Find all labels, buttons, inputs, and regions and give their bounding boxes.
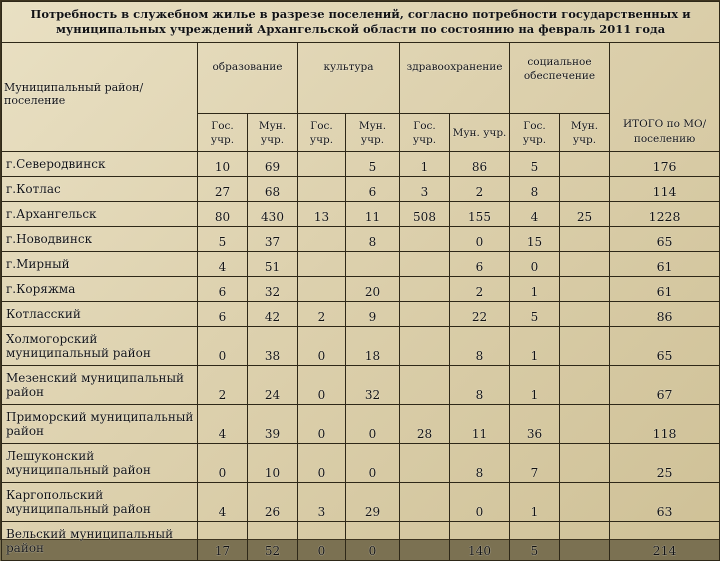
cell-health-mun: 140 [450,522,510,561]
cell-edu-gos: 4 [198,405,248,444]
row-municipality-name: Лешуконский муниципальный район [2,444,198,483]
row-municipality-name: г.Котлас [2,177,198,202]
cell-soc-mun [560,252,610,277]
cell-cul-mun: 18 [346,327,400,366]
soc-gos-header: Гос. учр. [510,114,560,152]
cell-soc-mun: 25 [560,202,610,227]
cell-soc-mun [560,152,610,177]
cell-cul-mun [346,252,400,277]
row-municipality-name: Вельский муниципальный район [2,522,198,561]
cell-health-mun: 8 [450,444,510,483]
cell-cul-gos: 3 [298,483,346,522]
soc-mun-header: Мун. учр. [560,114,610,152]
cell-soc-gos: 1 [510,327,560,366]
cell-health-gos [400,277,450,302]
edu-mun-header: Мун. учр. [248,114,298,152]
municipality-column-header: Муниципальный район/поселение [2,43,198,152]
cell-edu-mun: 430 [248,202,298,227]
cell-health-gos: 508 [400,202,450,227]
table-row [2,522,720,561]
table-row [2,302,720,327]
cell-edu-mun: 52 [248,522,298,561]
cell-health-mun: 86 [450,152,510,177]
cell-cul-mun: 8 [346,227,400,252]
cell-cul-mun: 29 [346,483,400,522]
cell-total: 1228 [610,202,720,227]
cell-edu-gos: 2 [198,366,248,405]
cell-total: 86 [610,302,720,327]
cell-health-gos: 28 [400,405,450,444]
cell-cul-gos [298,252,346,277]
cell-health-gos [400,366,450,405]
cell-health-mun: 22 [450,302,510,327]
cell-health-mun: 11 [450,405,510,444]
cell-health-gos [400,444,450,483]
table-row [2,202,720,227]
cell-health-gos: 1 [400,152,450,177]
cell-health-mun: 8 [450,366,510,405]
cell-soc-gos: 1 [510,483,560,522]
cell-cul-gos: 2 [298,302,346,327]
table-row [2,177,720,202]
cell-soc-mun [560,444,610,483]
cell-soc-gos: 8 [510,177,560,202]
cell-cul-gos: 0 [298,327,346,366]
row-municipality-name: Каргопольский муниципальный район [2,483,198,522]
table-row [2,366,720,405]
row-municipality-name: Котласский [2,302,198,327]
cell-soc-gos: 15 [510,227,560,252]
cell-soc-gos: 1 [510,277,560,302]
cell-cul-mun: 6 [346,177,400,202]
cell-edu-mun: 32 [248,277,298,302]
edu-gos-header: Гос. учр. [198,114,248,152]
cell-health-mun: 8 [450,327,510,366]
cell-soc-mun [560,405,610,444]
cell-edu-gos: 4 [198,483,248,522]
row-municipality-name: г.Новодвинск [2,227,198,252]
cell-cul-gos: 13 [298,202,346,227]
cell-cul-gos [298,152,346,177]
cell-soc-gos: 5 [510,152,560,177]
cul-gos-header: Гос. учр. [298,114,346,152]
cell-edu-mun: 68 [248,177,298,202]
cell-cul-mun: 0 [346,444,400,483]
table-row [2,227,720,252]
row-municipality-name: Холмогорский муниципальный район [2,327,198,366]
row-municipality-name: Приморский муниципальный район [2,405,198,444]
table-row [2,327,720,366]
cell-health-mun: 6 [450,252,510,277]
cell-cul-mun: 9 [346,302,400,327]
table-row [2,252,720,277]
education-header: образование [198,43,298,114]
cell-soc-gos: 5 [510,522,560,561]
cell-edu-mun: 10 [248,444,298,483]
cell-cul-gos: 0 [298,522,346,561]
cell-edu-gos: 10 [198,152,248,177]
table-row [2,405,720,444]
cell-cul-mun: 11 [346,202,400,227]
health-mun-header: Мун. учр. [450,114,510,152]
cell-edu-gos: 17 [198,522,248,561]
healthcare-header: здравоохранение [400,43,510,114]
cell-edu-gos: 6 [198,302,248,327]
cell-cul-gos: 0 [298,444,346,483]
cell-health-mun: 155 [450,202,510,227]
cell-health-gos [400,327,450,366]
cell-total: 118 [610,405,720,444]
cell-cul-gos [298,277,346,302]
cell-soc-gos: 0 [510,252,560,277]
cell-health-mun: 0 [450,227,510,252]
row-municipality-name: г.Северодвинск [2,152,198,177]
social-security-header: социальное обеспечение [510,43,610,114]
cell-total: 61 [610,252,720,277]
table-row [2,444,720,483]
cell-cul-gos [298,177,346,202]
cell-edu-mun: 39 [248,405,298,444]
cell-soc-mun [560,177,610,202]
cell-total: 65 [610,227,720,252]
cell-soc-mun [560,227,610,252]
cell-cul-mun: 0 [346,405,400,444]
cell-cul-mun: 5 [346,152,400,177]
cell-health-gos [400,302,450,327]
cell-edu-gos: 4 [198,252,248,277]
cell-edu-mun: 51 [248,252,298,277]
cell-cul-mun: 32 [346,366,400,405]
cell-edu-gos: 0 [198,444,248,483]
cell-edu-gos: 6 [198,277,248,302]
cell-edu-mun: 42 [248,302,298,327]
cell-health-mun: 2 [450,177,510,202]
total-header: ИТОГО по МО/поселению [610,43,720,152]
cell-total: 61 [610,277,720,302]
cul-mun-header: Мун. учр. [346,114,400,152]
cell-total: 67 [610,366,720,405]
row-municipality-name: Мезенский муниципальный район [2,366,198,405]
cell-total: 214 [610,522,720,561]
cell-edu-gos: 27 [198,177,248,202]
document-title: Потребность в служебном жилье в разрезе поселений, согласно потребности государственных и муниципальных учреждений Архангельской области по состоянию на февраль 2011 года [2,2,720,43]
cell-cul-gos [298,227,346,252]
cell-health-mun: 0 [450,483,510,522]
cell-health-gos [400,522,450,561]
cell-soc-gos: 7 [510,444,560,483]
cell-soc-mun [560,483,610,522]
cell-edu-gos: 5 [198,227,248,252]
cell-health-gos [400,227,450,252]
cell-edu-mun: 38 [248,327,298,366]
cell-health-gos [400,483,450,522]
cell-edu-mun: 26 [248,483,298,522]
cell-health-gos: 3 [400,177,450,202]
cell-edu-gos: 80 [198,202,248,227]
table-row [2,277,720,302]
row-municipality-name: г.Мирный [2,252,198,277]
cell-health-gos [400,252,450,277]
row-municipality-name: г.Коряжма [2,277,198,302]
housing-needs-table [1,1,720,561]
cell-edu-mun: 69 [248,152,298,177]
cell-soc-gos: 1 [510,366,560,405]
cell-health-mun: 2 [450,277,510,302]
table-row [2,483,720,522]
cell-cul-gos: 0 [298,405,346,444]
cell-soc-mun [560,327,610,366]
row-municipality-name: г.Архангельск [2,202,198,227]
health-gos-header: Гос. учр. [400,114,450,152]
cell-cul-mun: 0 [346,522,400,561]
culture-header: культура [298,43,400,114]
cell-soc-gos: 4 [510,202,560,227]
cell-total: 114 [610,177,720,202]
cell-soc-mun [560,522,610,561]
cell-soc-gos: 36 [510,405,560,444]
cell-soc-mun [560,277,610,302]
table-row [2,152,720,177]
cell-soc-mun [560,302,610,327]
cell-total: 176 [610,152,720,177]
cell-total: 65 [610,327,720,366]
cell-edu-mun: 37 [248,227,298,252]
cell-soc-gos: 5 [510,302,560,327]
cell-edu-gos: 0 [198,327,248,366]
cell-soc-mun [560,366,610,405]
cell-cul-mun: 20 [346,277,400,302]
cell-total: 25 [610,444,720,483]
cell-cul-gos: 0 [298,366,346,405]
cell-total: 63 [610,483,720,522]
cell-edu-mun: 24 [248,366,298,405]
